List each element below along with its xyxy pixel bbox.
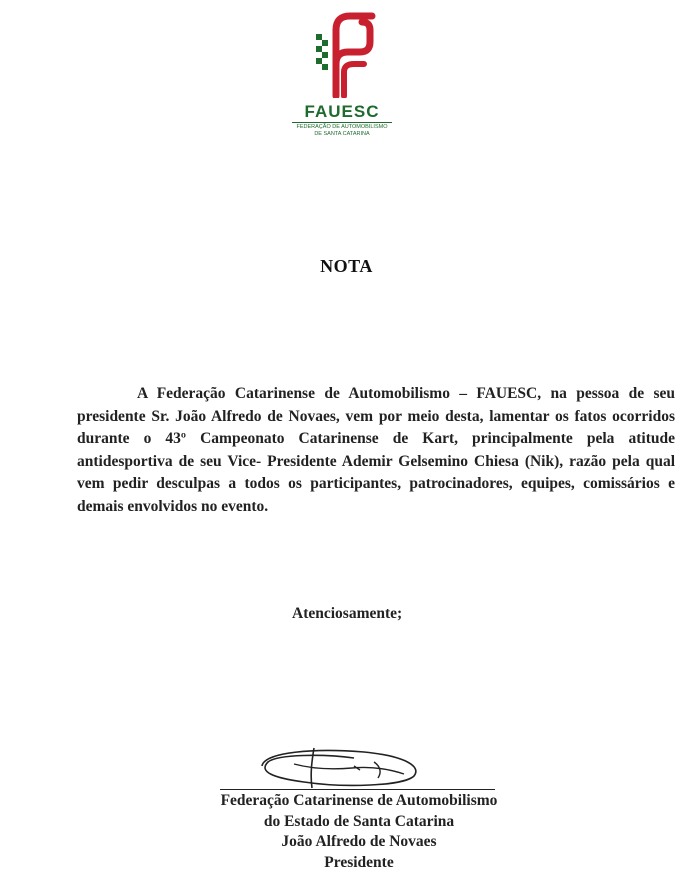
signature-state: do Estado de Santa Catarina: [263, 812, 455, 830]
fauesc-f-logo-icon: [314, 12, 376, 98]
logo-divider: [292, 122, 392, 123]
signature-line: [220, 789, 495, 790]
handwritten-signature-icon: [254, 744, 424, 790]
fauesc-logo: [286, 12, 398, 140]
signature-name: João Alfredo de Novaes: [281, 833, 437, 850]
signature-role: Presidente: [324, 853, 394, 871]
document-body: [77, 383, 675, 519]
logo-subtitle-line2: DE SANTA CATARINA: [314, 131, 370, 137]
body-paragraph: A Federação Catarinense de Automobilismo – FAUESC, na pessoa de seu presidente Sr. João Alfredo de Novaes, vem por meio desta, lamentar os fatos ocorridos durante o 43º Campeonato Catarinense de Kart, principalmente pela atitude antidesportiva de seu Vice- Presidente Ademir Gelsemino Chiesa (Nik), razão pela qual vem pedir desculpas a todos os participantes, patrocinadores, equipes, comissários e demais envolvidos no evento.: [77, 385, 675, 515]
closing-salutation: Atenciosamente;: [292, 605, 403, 622]
document-title: NOTA: [320, 256, 373, 276]
signature-block: [150, 791, 568, 873]
logo-name: FAUESC: [304, 102, 380, 121]
signature-organization: Federação Catarinense de Automobilismo: [220, 792, 498, 809]
logo-subtitle-line1: FEDERAÇÃO DE AUTOMOBILISMO: [296, 124, 388, 130]
